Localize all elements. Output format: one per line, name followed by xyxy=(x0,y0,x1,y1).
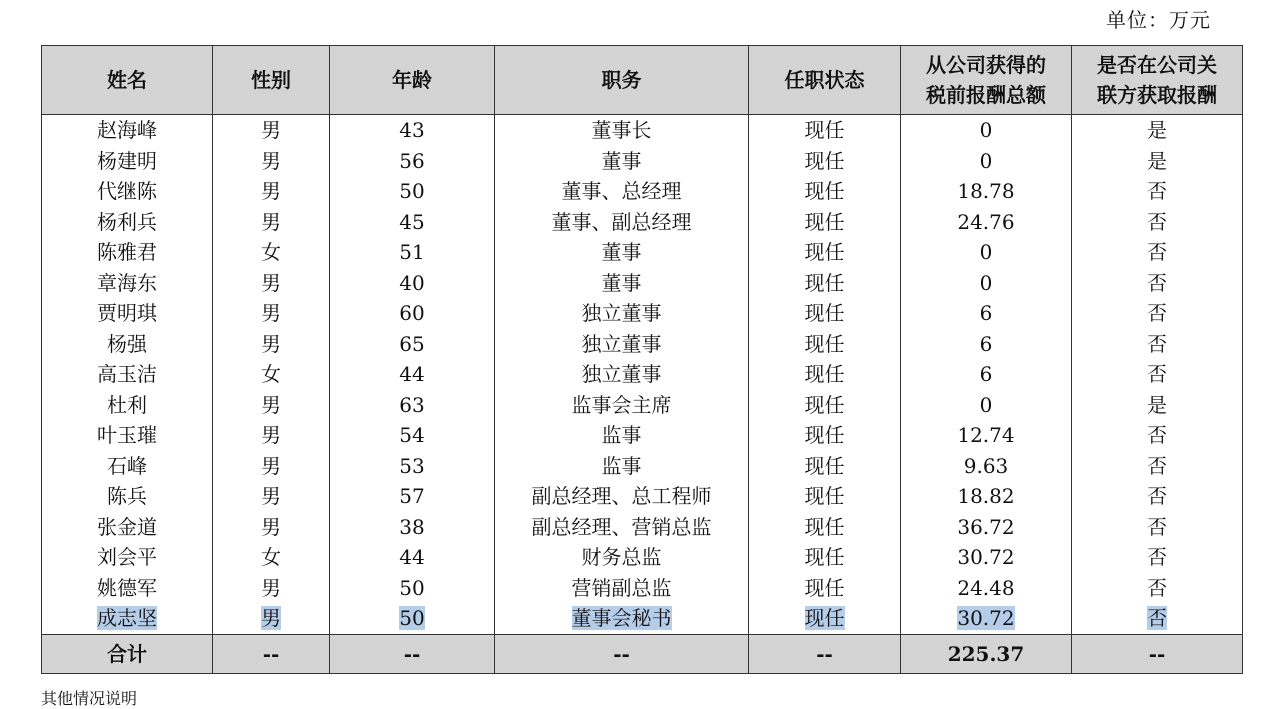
cell-text: 24.76 xyxy=(957,209,1015,234)
cell-gender xyxy=(213,298,330,329)
cell-text: 财务总监 xyxy=(581,545,662,570)
cell-status xyxy=(749,420,901,451)
cell-text: 女 xyxy=(261,362,281,387)
table-row xyxy=(42,390,1243,421)
cell-text: 0 xyxy=(979,118,993,143)
cell-related xyxy=(1072,237,1243,268)
cell-text: 否 xyxy=(1147,362,1167,387)
total-age: -- xyxy=(330,634,495,673)
cell-text: 否 xyxy=(1147,606,1167,631)
cell-gender xyxy=(213,390,330,421)
cell-name xyxy=(42,542,213,573)
cell-pay xyxy=(901,359,1072,390)
cell-text: 男 xyxy=(261,209,281,234)
cell-text: 现任 xyxy=(804,331,845,356)
cell-text: 现任 xyxy=(804,575,845,600)
cell-position xyxy=(495,146,749,177)
header-related-party xyxy=(1072,46,1243,115)
cell-status xyxy=(749,298,901,329)
cell-gender xyxy=(213,603,330,634)
cell-gender xyxy=(213,451,330,482)
cell-text: 6 xyxy=(979,331,993,356)
cell-text: 否 xyxy=(1147,270,1167,295)
cell-status xyxy=(749,176,901,207)
cell-text: 18.82 xyxy=(957,484,1015,509)
cell-text: 36.72 xyxy=(957,514,1015,539)
cell-text: 现任 xyxy=(804,301,845,326)
total-label: 合计 xyxy=(42,634,213,673)
table-row xyxy=(42,420,1243,451)
cell-text: 现任 xyxy=(804,118,845,143)
header-position: 职务 xyxy=(495,46,749,115)
cell-text: 24.48 xyxy=(957,575,1015,600)
cell-text: 副总经理、总工程师 xyxy=(531,484,712,509)
cell-age xyxy=(330,115,495,146)
cell-text: 18.78 xyxy=(957,179,1015,204)
cell-related xyxy=(1072,115,1243,146)
cell-pay xyxy=(901,207,1072,238)
cell-pay xyxy=(901,268,1072,299)
table-row xyxy=(42,603,1243,634)
table-row xyxy=(42,329,1243,360)
cell-text: 51 xyxy=(399,240,425,265)
cell-text: 50 xyxy=(399,606,425,631)
cell-text: 0 xyxy=(979,148,993,173)
cell-text: 男 xyxy=(261,575,281,600)
total-status: -- xyxy=(749,634,901,673)
cell-status xyxy=(749,481,901,512)
cell-text: 38 xyxy=(399,514,425,539)
cell-position xyxy=(495,237,749,268)
cell-text: 0 xyxy=(979,270,993,295)
cell-text: 0 xyxy=(979,240,993,265)
cell-related xyxy=(1072,603,1243,634)
cell-text: 45 xyxy=(399,209,425,234)
cell-related xyxy=(1072,451,1243,482)
table-row xyxy=(42,573,1243,604)
cell-pay xyxy=(901,420,1072,451)
cell-status xyxy=(749,146,901,177)
cell-related xyxy=(1072,542,1243,573)
table-row xyxy=(42,237,1243,268)
cell-gender xyxy=(213,237,330,268)
cell-name xyxy=(42,176,213,207)
cell-status xyxy=(749,268,901,299)
table-row xyxy=(42,542,1243,573)
cell-text: 53 xyxy=(399,453,425,478)
cell-pay xyxy=(901,390,1072,421)
cell-text: 董事 xyxy=(601,270,642,295)
cell-related xyxy=(1072,176,1243,207)
cell-text: 高玉洁 xyxy=(97,362,157,387)
cell-text: 杨利兵 xyxy=(97,209,157,234)
cell-text: 否 xyxy=(1147,575,1167,600)
cell-text: 54 xyxy=(399,423,425,448)
cell-text: 贾明琪 xyxy=(97,301,157,326)
cell-text: 陈兵 xyxy=(107,484,147,509)
cell-text: 30.72 xyxy=(957,545,1015,570)
cell-text: 现任 xyxy=(804,453,845,478)
cell-text: 43 xyxy=(399,118,425,143)
cell-age xyxy=(330,481,495,512)
cell-pay xyxy=(901,176,1072,207)
cell-gender xyxy=(213,512,330,543)
cell-text: 否 xyxy=(1147,331,1167,356)
table-row xyxy=(42,207,1243,238)
cell-text: 独立董事 xyxy=(581,362,662,387)
cell-text: 44 xyxy=(399,545,425,570)
cell-status xyxy=(749,573,901,604)
cell-text: 0 xyxy=(979,392,993,417)
cell-position xyxy=(495,268,749,299)
cell-gender xyxy=(213,573,330,604)
cell-text: 是 xyxy=(1147,392,1167,417)
cell-pay xyxy=(901,451,1072,482)
cell-text: 董事、总经理 xyxy=(561,179,682,204)
cell-pay xyxy=(901,298,1072,329)
cell-gender xyxy=(213,207,330,238)
cell-status xyxy=(749,512,901,543)
cell-name xyxy=(42,359,213,390)
cell-text: 现任 xyxy=(804,362,845,387)
table-row xyxy=(42,359,1243,390)
table-row xyxy=(42,512,1243,543)
cell-age xyxy=(330,573,495,604)
table-row xyxy=(42,176,1243,207)
cell-text: 否 xyxy=(1147,179,1167,204)
cell-text: 现任 xyxy=(804,423,845,448)
cell-text: 现任 xyxy=(804,392,845,417)
cell-pay xyxy=(901,237,1072,268)
cell-text: 男 xyxy=(261,301,281,326)
cell-gender xyxy=(213,329,330,360)
cell-text: 女 xyxy=(261,240,281,265)
cell-age xyxy=(330,451,495,482)
cell-status xyxy=(749,390,901,421)
cell-name xyxy=(42,512,213,543)
cell-text: 30.72 xyxy=(957,606,1015,631)
cell-position xyxy=(495,512,749,543)
cell-position xyxy=(495,481,749,512)
cell-pay xyxy=(901,115,1072,146)
cell-related xyxy=(1072,573,1243,604)
cell-text: 章海东 xyxy=(97,270,157,295)
table-row xyxy=(42,268,1243,299)
table-row xyxy=(42,451,1243,482)
cell-age xyxy=(330,268,495,299)
cell-status xyxy=(749,237,901,268)
cell-status xyxy=(749,542,901,573)
cell-status xyxy=(749,359,901,390)
cell-text: 杨强 xyxy=(107,331,147,356)
cell-text: 12.74 xyxy=(957,423,1015,448)
cell-text: 副总经理、营销总监 xyxy=(531,514,712,539)
cell-status xyxy=(749,329,901,360)
cell-name xyxy=(42,603,213,634)
cell-related xyxy=(1072,207,1243,238)
header-compensation-line-2: 税前报酬总额 xyxy=(926,83,1046,107)
header-compensation-line-1: 从公司获得的 xyxy=(926,53,1046,77)
cell-pay xyxy=(901,481,1072,512)
cell-text: 监事 xyxy=(601,423,642,448)
cell-text: 40 xyxy=(399,270,425,295)
cell-text: 63 xyxy=(399,392,425,417)
cell-status xyxy=(749,451,901,482)
cell-text: 董事、副总经理 xyxy=(551,209,692,234)
cell-name xyxy=(42,115,213,146)
cell-age xyxy=(330,542,495,573)
cell-pay xyxy=(901,146,1072,177)
cell-text: 成志坚 xyxy=(97,606,157,631)
cell-text: 男 xyxy=(261,392,281,417)
cell-text: 50 xyxy=(399,179,425,204)
cell-text: 独立董事 xyxy=(581,301,662,326)
cell-gender xyxy=(213,146,330,177)
header-status: 任职状态 xyxy=(749,46,901,115)
cell-gender xyxy=(213,359,330,390)
cell-text: 男 xyxy=(261,270,281,295)
cell-related xyxy=(1072,359,1243,390)
total-position: -- xyxy=(495,634,749,673)
total-row xyxy=(42,634,1243,673)
cell-text: 44 xyxy=(399,362,425,387)
cell-text: 57 xyxy=(399,484,425,509)
cell-text: 陈雅君 xyxy=(97,240,157,265)
cell-text: 现任 xyxy=(804,484,845,509)
cell-related xyxy=(1072,146,1243,177)
total-related: -- xyxy=(1072,634,1243,673)
cell-text: 否 xyxy=(1147,545,1167,570)
cell-text: 6 xyxy=(979,301,993,326)
cell-text: 56 xyxy=(399,148,425,173)
cell-related xyxy=(1072,268,1243,299)
cell-text: 现任 xyxy=(804,606,845,631)
cell-text: 杨建明 xyxy=(97,148,157,173)
cell-text: 现任 xyxy=(804,209,845,234)
cell-pay xyxy=(901,603,1072,634)
cell-text: 是 xyxy=(1147,148,1167,173)
cell-text: 否 xyxy=(1147,240,1167,265)
cell-name xyxy=(42,390,213,421)
cell-text: 男 xyxy=(261,606,281,631)
cell-text: 否 xyxy=(1147,514,1167,539)
cell-text: 是 xyxy=(1147,118,1167,143)
cell-age xyxy=(330,390,495,421)
cell-text: 董事长 xyxy=(591,118,652,143)
cell-status xyxy=(749,603,901,634)
cell-text: 赵海峰 xyxy=(97,118,157,143)
cell-age xyxy=(330,359,495,390)
total-gender: -- xyxy=(213,634,330,673)
cell-age xyxy=(330,603,495,634)
cell-age xyxy=(330,512,495,543)
cell-text: 独立董事 xyxy=(581,331,662,356)
cell-text: 现任 xyxy=(804,148,845,173)
cell-text: 监事会主席 xyxy=(571,392,672,417)
cell-text: 叶玉璀 xyxy=(97,423,157,448)
cell-age xyxy=(330,237,495,268)
cell-position xyxy=(495,176,749,207)
cell-text: 刘会平 xyxy=(97,545,157,570)
header-compensation xyxy=(901,46,1072,115)
table-row xyxy=(42,298,1243,329)
cell-status xyxy=(749,207,901,238)
footnote-text: 其他情况说明 xyxy=(41,689,138,708)
header-related-line-1: 是否在公司关 xyxy=(1097,53,1217,77)
cell-text: 现任 xyxy=(804,179,845,204)
cell-text: 60 xyxy=(399,301,425,326)
cell-text: 否 xyxy=(1147,423,1167,448)
header-name: 姓名 xyxy=(42,46,213,115)
cell-related xyxy=(1072,329,1243,360)
cell-text: 50 xyxy=(399,575,425,600)
cell-text: 营销副总监 xyxy=(571,575,672,600)
cell-gender xyxy=(213,542,330,573)
table-header-row xyxy=(42,46,1243,115)
cell-name xyxy=(42,329,213,360)
unit-label: 单位：万元 xyxy=(1106,8,1211,32)
cell-text: 现任 xyxy=(804,514,845,539)
cell-text: 否 xyxy=(1147,209,1167,234)
cell-age xyxy=(330,329,495,360)
table-row xyxy=(42,115,1243,146)
cell-text: 姚德军 xyxy=(97,575,157,600)
cell-position xyxy=(495,298,749,329)
cell-text: 男 xyxy=(261,484,281,509)
cell-related xyxy=(1072,420,1243,451)
cell-age xyxy=(330,207,495,238)
cell-related xyxy=(1072,298,1243,329)
cell-text: 男 xyxy=(261,453,281,478)
cell-gender xyxy=(213,176,330,207)
cell-age xyxy=(330,298,495,329)
cell-pay xyxy=(901,512,1072,543)
cell-name xyxy=(42,237,213,268)
cell-related xyxy=(1072,481,1243,512)
cell-text: 男 xyxy=(261,179,281,204)
cell-age xyxy=(330,146,495,177)
cell-name xyxy=(42,481,213,512)
cell-text: 女 xyxy=(261,545,281,570)
cell-pay xyxy=(901,573,1072,604)
cell-text: 男 xyxy=(261,118,281,143)
table-row xyxy=(42,146,1243,177)
cell-position xyxy=(495,390,749,421)
cell-text: 男 xyxy=(261,148,281,173)
cell-text: 现任 xyxy=(804,270,845,295)
header-related-line-2: 联方获取报酬 xyxy=(1097,83,1217,107)
compensation-table xyxy=(41,45,1243,674)
cell-related xyxy=(1072,512,1243,543)
total-pay: 225.37 xyxy=(901,634,1072,673)
cell-gender xyxy=(213,420,330,451)
cell-related xyxy=(1072,390,1243,421)
cell-pay xyxy=(901,542,1072,573)
cell-position xyxy=(495,573,749,604)
cell-pay xyxy=(901,329,1072,360)
cell-position xyxy=(495,359,749,390)
cell-text: 张金道 xyxy=(97,514,157,539)
header-gender: 性别 xyxy=(213,46,330,115)
cell-position xyxy=(495,115,749,146)
cell-status xyxy=(749,115,901,146)
cell-name xyxy=(42,298,213,329)
cell-name xyxy=(42,146,213,177)
cell-text: 9.63 xyxy=(963,453,1009,478)
cell-text: 董事 xyxy=(601,148,642,173)
cell-position xyxy=(495,329,749,360)
cell-text: 否 xyxy=(1147,301,1167,326)
table-body xyxy=(42,115,1243,635)
cell-text: 董事会秘书 xyxy=(571,606,672,631)
cell-text: 6 xyxy=(979,362,993,387)
cell-text: 否 xyxy=(1147,453,1167,478)
cell-text: 65 xyxy=(399,331,425,356)
cell-name xyxy=(42,268,213,299)
cell-gender xyxy=(213,268,330,299)
cell-text: 男 xyxy=(261,423,281,448)
cell-name xyxy=(42,420,213,451)
cell-name xyxy=(42,207,213,238)
cell-text: 监事 xyxy=(601,453,642,478)
cell-gender xyxy=(213,481,330,512)
cell-age xyxy=(330,176,495,207)
cell-name xyxy=(42,573,213,604)
cell-text: 否 xyxy=(1147,484,1167,509)
cell-gender xyxy=(213,115,330,146)
cell-position xyxy=(495,420,749,451)
cell-name xyxy=(42,451,213,482)
cell-age xyxy=(330,420,495,451)
cell-position xyxy=(495,542,749,573)
cell-text: 男 xyxy=(261,331,281,356)
cell-text: 现任 xyxy=(804,545,845,570)
cell-position xyxy=(495,207,749,238)
header-age: 年龄 xyxy=(330,46,495,115)
cell-text: 杜利 xyxy=(107,392,147,417)
cell-text: 现任 xyxy=(804,240,845,265)
cell-position xyxy=(495,451,749,482)
cell-text: 董事 xyxy=(601,240,642,265)
cell-position xyxy=(495,603,749,634)
cell-text: 代继陈 xyxy=(97,179,157,204)
cell-text: 石峰 xyxy=(107,453,147,478)
cell-text: 男 xyxy=(261,514,281,539)
table-row xyxy=(42,481,1243,512)
